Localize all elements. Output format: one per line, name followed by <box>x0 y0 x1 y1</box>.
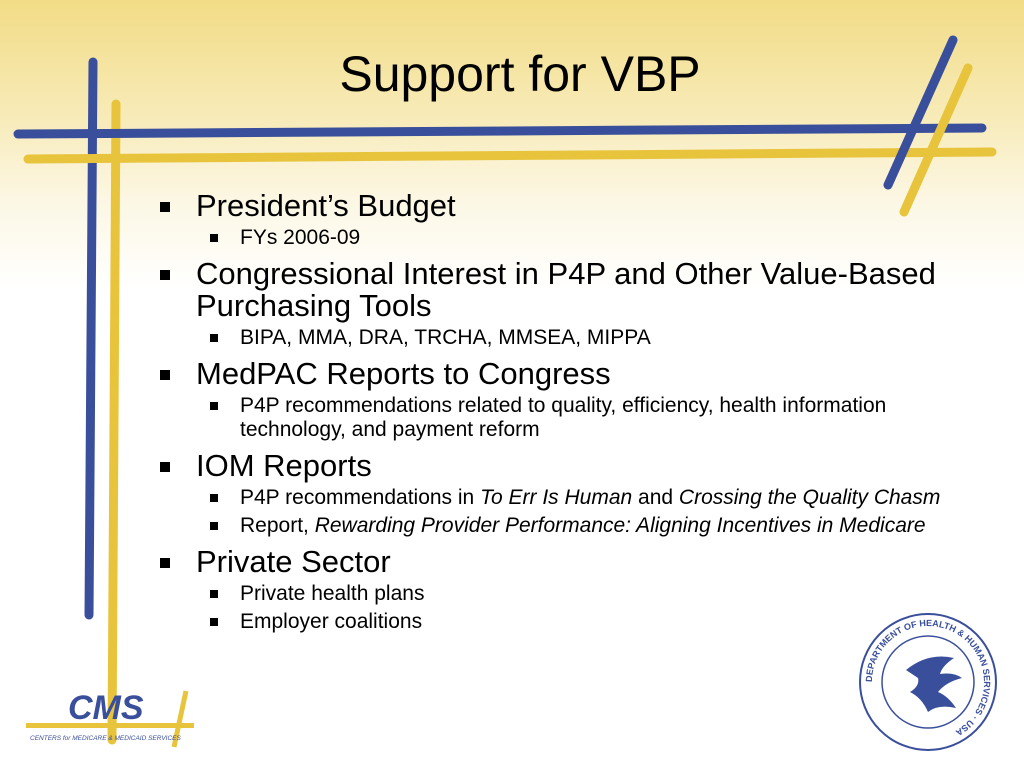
sub-bullet-item <box>204 394 980 442</box>
eagle-icon <box>906 657 962 713</box>
bullet-item: Congressional Interest in P4P and Other Value-Based Purchasing Tools <box>160 258 980 322</box>
deco-line-vertical-gold <box>112 104 116 740</box>
sub-bullet-item <box>204 514 980 538</box>
sub-bullet-text: FYs 2006-09 <box>240 226 361 249</box>
sub-bullet-item <box>204 226 980 250</box>
deco-line-vertical-blue <box>89 62 93 615</box>
sub-bullet-item <box>204 486 980 510</box>
italic-title-text: To Err Is Human <box>480 486 633 509</box>
bullet-item: IOM Reports <box>160 450 980 482</box>
bullet-item: President’s Budget <box>160 190 980 222</box>
sub-bullet-text: P4P recommendations related to quality, efficiency, health information technology, and payment reform <box>240 394 887 441</box>
deco-line-horizontal-blue <box>18 128 982 134</box>
sub-bullet-text: P4P recommendations in <box>240 486 481 509</box>
hhs-seal <box>858 612 998 752</box>
svg-text:CMS: CMS <box>68 689 144 727</box>
sub-bullet-text: Private health plans <box>240 582 425 605</box>
italic-title-text: Crossing the Quality Chasm <box>678 486 941 509</box>
italic-title-text: Rewarding Provider Performance: Aligning Incentives in Medicare <box>314 514 926 537</box>
deco-line-horizontal-gold <box>28 152 992 159</box>
sub-bullet-text: Report, <box>240 514 315 537</box>
cms-logo <box>26 683 206 748</box>
sub-bullet-text: BIPA, MMA, DRA, TRCHA, MMSEA, MIPPA <box>240 326 651 349</box>
bullet-item: MedPAC Reports to Congress <box>160 358 980 390</box>
sub-bullet-text: and <box>632 486 679 509</box>
bullet-list <box>160 190 980 634</box>
sub-bullet-item <box>204 582 980 606</box>
bullet-item: Private Sector <box>160 546 980 578</box>
svg-text:CENTERS for MEDICARE & MEDICAI: CENTERS for MEDICARE & MEDICAID SERVICES <box>30 735 181 742</box>
svg-text:DEPARTMENT OF HEALTH & HUMAN S: DEPARTMENT OF HEALTH & HUMAN SERVICES · USA <box>863 617 993 738</box>
sub-bullet-item <box>204 326 980 350</box>
slide-title: Support for VBP <box>339 46 701 102</box>
sub-bullet-text: Employer coalitions <box>240 610 423 633</box>
